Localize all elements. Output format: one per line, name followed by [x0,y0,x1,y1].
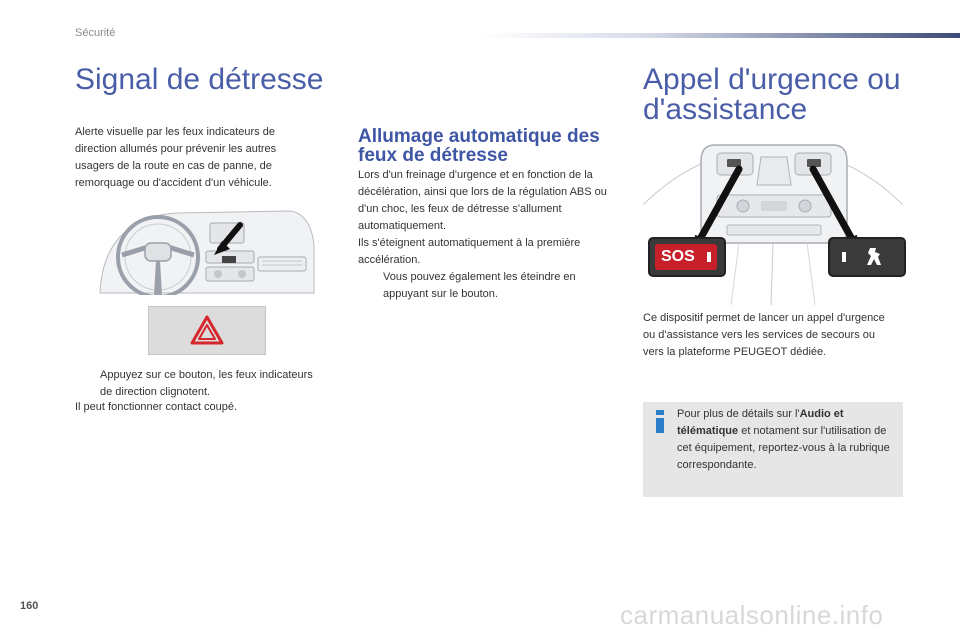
info-box [643,402,903,497]
middle-body [358,167,618,303]
watermark: carmanualsonline.info [620,600,884,630]
sos-label: SOS [661,248,695,265]
header-gradient-bar [480,33,960,38]
middle-paragraph-2: Ils s'éteignent automatiquement à la première accélération. [358,237,581,266]
sos-button [648,237,726,277]
middle-paragraph-1: Lors d'un freinage d'urgence et en fonction de la décélération, ainsi que lors de la régulation ABS ou d'un choc, les feux de détresse s'allument automatiquement. [358,169,607,232]
info-icon [653,409,667,433]
left-after-text: Il peut fonctionner contact coupé. [75,401,238,413]
title-appel-urgence: Appel d'urgence ou d'assistance [643,63,901,126]
sos-led-indicator [707,252,711,262]
info-text-pre: Pour plus de détails sur l' [677,408,800,420]
middle-bullet [358,269,618,303]
info-text [677,406,899,474]
left-bullet [75,367,320,401]
info-text-post: et notament sur l'utilisation de cet équipement, reportez-vous à la rubrique correspondante. [677,425,890,471]
info-text-bold: Audio et télématique [677,408,844,437]
section-header: Sécurité [75,27,116,39]
title-allumage-automatique: Allumage automatique des feux de détresse [358,126,600,166]
middle-bullet-text: Vous pouvez également les éteindre en appuyant sur le bouton. [383,271,576,300]
peugeot-lion-icon [862,245,886,269]
assistance-button [828,237,906,277]
page-number: 160 [20,600,39,612]
hazard-button-panel [148,306,266,355]
overhead-console-illustration [643,135,903,305]
assistance-led-indicator [842,252,846,262]
intro-paragraph: Alerte visuelle par les feux indicateurs de direction allumés pour prévenir les autres usagers de la route en cas de panne, de remorquage ou d'accident d'un véhicule. [75,126,277,189]
right-paragraph: Ce dispositif permet de lancer un appel d'urgence ou d'assistance vers les services de secours ou vers la plateforme PEUGEOT dédiée. [643,312,885,358]
title-signal-detresse: Signal de détresse [75,63,324,96]
left-bullet-text: Appuyez sur ce bouton, les feux indicateurs de direction clignotent. [100,369,313,398]
dashboard-illustration [98,205,316,295]
hazard-triangle-icon [190,315,224,345]
